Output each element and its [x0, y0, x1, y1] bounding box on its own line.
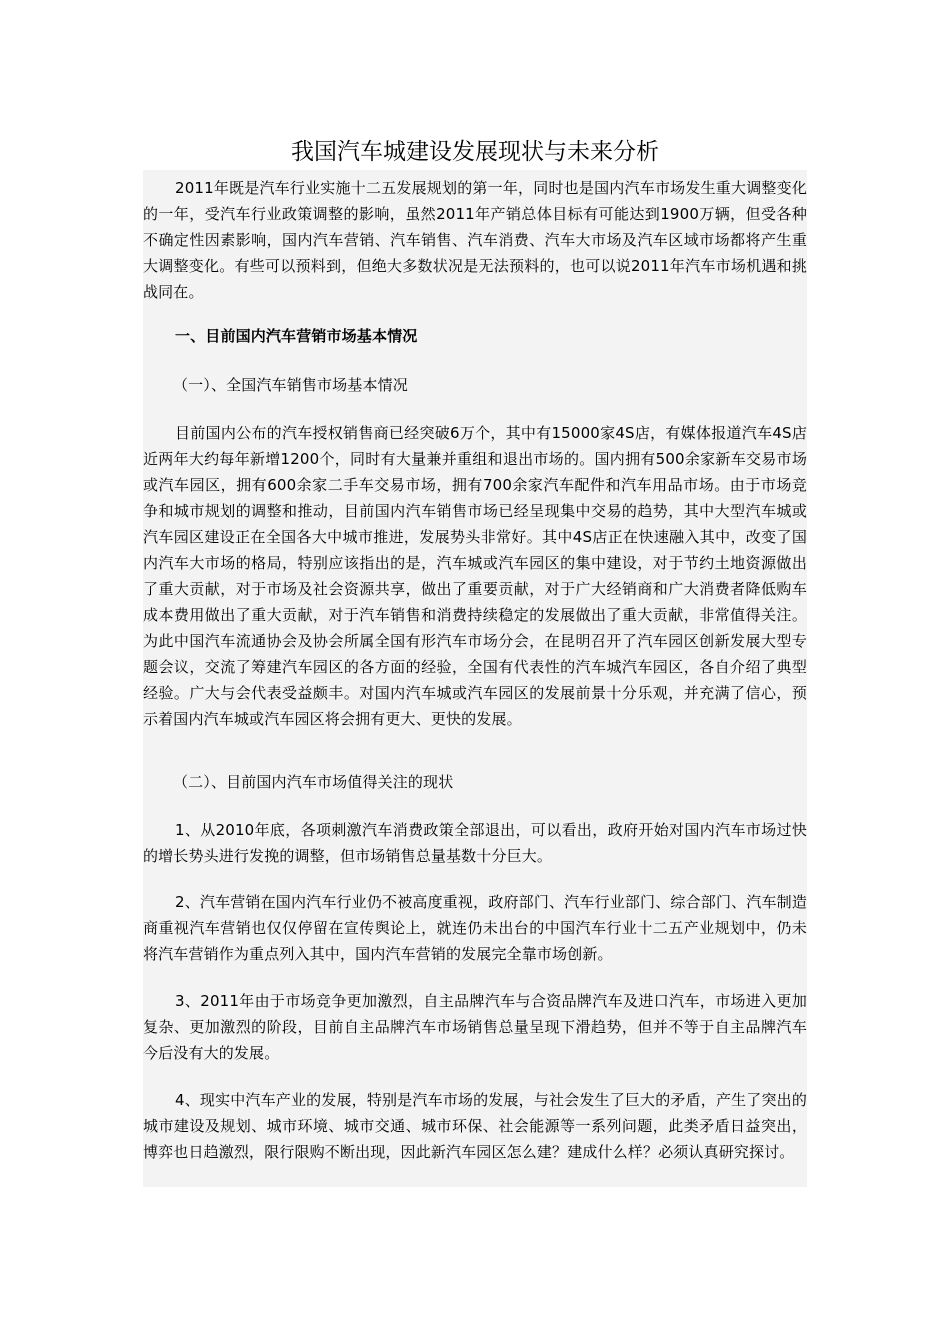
- section-heading-1: 一、目前国内汽车营销市场基本情况: [175, 327, 418, 345]
- intro-paragraph: 2011年既是汽车行业实施十二五发展规划的第一年，同时也是国内汽车市场发生重大调整变化的一年，受汽车行业政策调整的影响，虽然2011年产销总体目标有可能达到1900万辆，但受各种不确定性因素影响，国内汽车营销、汽车销售、汽车消费、汽车大市场及汽车区域市场都将产生重大调整变化。有些可以预料到，但绝大多数状况是无法预料的，也可以说2011年汽车市场机遇和挑战同在。: [143, 179, 807, 301]
- subsection-heading-2: （二）、目前国内汽车市场值得关注的现状: [173, 773, 454, 791]
- list-item: 2、汽车营销在国内汽车行业仍不被高度重视，政府部门、汽车行业部门、综合部门、汽车制造商重视汽车营销也仅仅停留在宣传舆论上，就连仍未出台的中国汽车行业十二五产业规划中，仍未将汽车营销作为重点列入其中，国内汽车营销的发展完全靠市场创新。: [143, 893, 807, 963]
- list-item: 4、现实中汽车产业的发展，特别是汽车市场的发展，与社会发生了巨大的矛盾，产生了突出的城市建设及规划、城市环境、城市交通、城市环保、社会能源等一系列问题，此类矛盾日益突出，博弈也日趋激烈，限行限购不断出现，因此新汽车园区怎么建？建成什么样？必须认真研究探讨。: [143, 1091, 807, 1161]
- subsection-1-paragraph: 目前国内公布的汽车授权销售商已经突破6万个，其中有15000家4S店，有媒体报道汽车4S店近两年大约每年新增1200个，同时有大量兼并重组和退出市场的。国内拥有500余家新车交易市场或汽车园区，拥有600余家二手车交易市场，拥有700余家汽车配件和汽车用品市场。由于市场竞争和城市规划的调整和推动，目前国内汽车销售市场已经呈现集中交易的趋势，其中大型汽车城或汽车园区建设正在全国各大中城市推进，发展势头非常好。其中4S店正在快速融入其中，改变了国内汽车大市场的格局，特别应该指出的是，汽车城或汽车园区的集中建设，对于节约土地资源做出了重大贡献，对于市场及社会资源共享，做出了重要贡献，对于广大经销商和广大消费者降低购车成本费用做出了重大贡献，对于汽车销售和消费持续稳定的发展做出了重大贡献，非常值得关注。为此中国汽车流通协会及协会所属全国有形汽车市场分会，在昆明召开了汽车园区创新发展大型专题会议，交流了筹建汽车园区的各方面的经验，全国有代表性的汽车城汽车园区，各自介绍了典型经验。广大与会代表受益颇丰。对国内汽车城或汽车园区的发展前景十分乐观，并充满了信心，预示着国内汽车城或汽车园区将会拥有更大、更快的发展。: [143, 424, 807, 728]
- document-title: 我国汽车城建设发展现状与未来分析: [291, 139, 659, 165]
- list-item: 3、2011年由于市场竞争更加激烈，自主品牌汽车与合资品牌汽车及进口汽车，市场进入更加复杂、更加激烈的阶段，目前自主品牌汽车市场销售总量呈现下滑趋势，但并不等于自主品牌汽车今后没有大的发展。: [143, 992, 807, 1062]
- list-item: 1、从2010年底，各项刺激汽车消费政策全部退出，可以看出，政府开始对国内汽车市场过快的增长势头进行发挽的调整，但市场销售总量基数十分巨大。: [143, 821, 807, 865]
- subsection-heading-1: （一）、全国汽车销售市场基本情况: [173, 376, 408, 394]
